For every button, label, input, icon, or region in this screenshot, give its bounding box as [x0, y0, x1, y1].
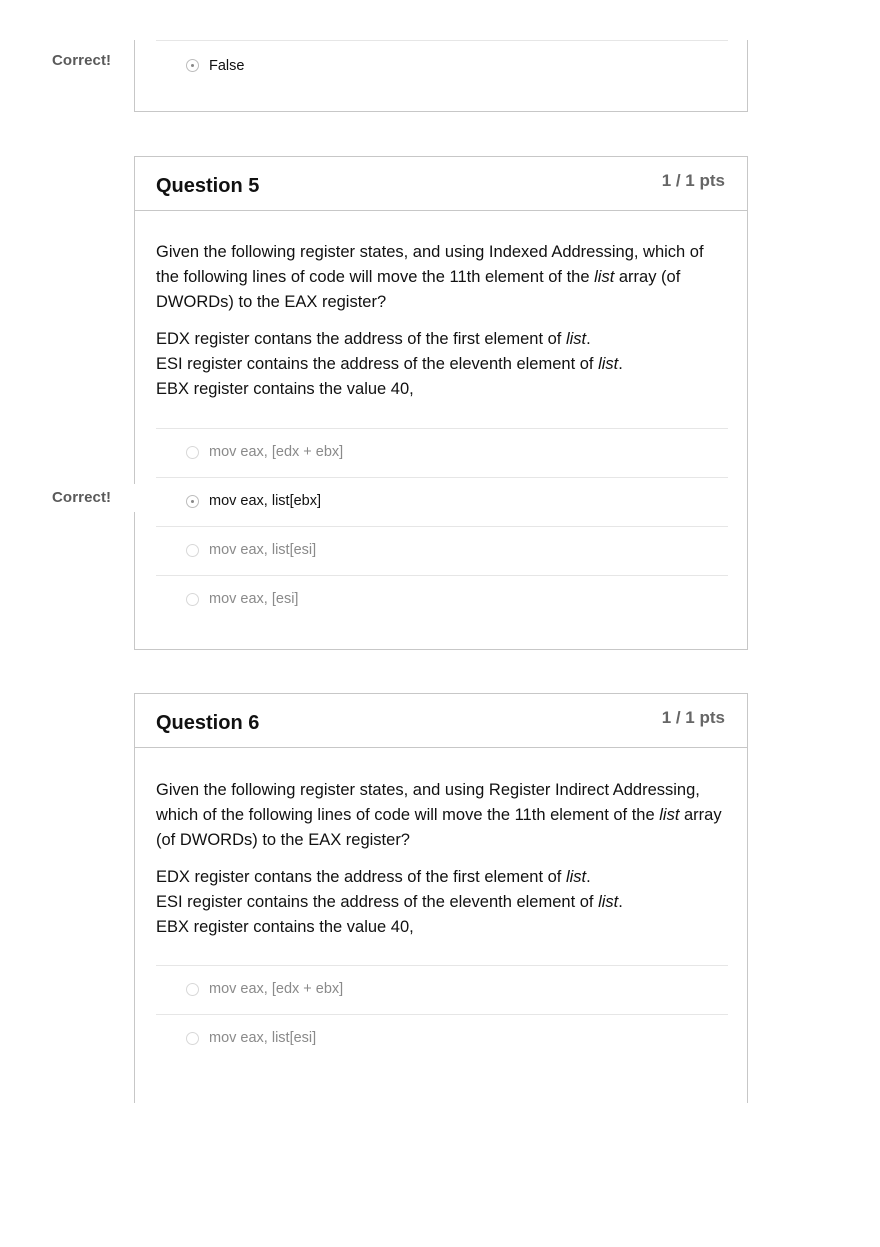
answer-row[interactable] — [156, 575, 728, 624]
answer-list — [156, 428, 728, 624]
answer-row[interactable] — [156, 428, 728, 477]
radio-selected-icon[interactable] — [186, 59, 199, 72]
radio-icon[interactable] — [186, 983, 199, 996]
answer-row[interactable] — [156, 477, 728, 526]
answer-row[interactable] — [156, 40, 728, 89]
radio-icon[interactable] — [186, 544, 199, 557]
radio-selected-icon[interactable] — [186, 495, 199, 508]
question-prompt: Given the following register states, and using Register Indirect Addressing, which of the following lines of code will move the 11th element of the list array (of DWORDs) to the EAX register? — [156, 781, 722, 849]
answer-label: mov eax, [edx + ebx] — [209, 981, 344, 997]
radio-icon[interactable] — [186, 1032, 199, 1045]
radio-icon[interactable] — [186, 593, 199, 606]
radio-icon[interactable] — [186, 446, 199, 459]
answer-row[interactable] — [156, 965, 728, 1014]
question-body — [156, 778, 726, 940]
answer-list — [156, 965, 728, 1063]
question-prompt: Given the following register states, and using Indexed Addressing, which of the following lines of code will move the 11th element of the list array (of DWORDs) to the EAX register? — [156, 243, 704, 311]
register-states: EDX register contans the address of the first element of list. ESI register contains the address of the eleventh element of list. EBX register contains the value 40, — [156, 868, 623, 936]
question-6-card — [134, 693, 748, 1103]
answer-label: mov eax, [esi] — [209, 591, 299, 607]
answer-row[interactable] — [156, 1014, 728, 1063]
answer-row[interactable] — [156, 526, 728, 575]
question-points: 1 / 1 pts — [661, 171, 725, 190]
register-states: EDX register contans the address of the first element of list. ESI register contains the address of the eleventh element of list. EBX register contains the value 40, — [156, 330, 623, 398]
question-points: 1 / 1 pts — [661, 708, 725, 727]
answer-label: mov eax, [edx + ebx] — [209, 444, 344, 460]
answer-label: mov eax, list[esi] — [209, 1030, 317, 1046]
question-title: Question 6 — [156, 712, 260, 734]
question-header — [135, 157, 747, 211]
border-gap-mask — [133, 484, 136, 512]
answer-label: mov eax, list[esi] — [209, 542, 317, 558]
question-5-card — [134, 156, 748, 650]
answer-label: mov eax, list[ebx] — [209, 493, 322, 509]
question-4-card-fragment — [134, 40, 748, 112]
question-header — [135, 694, 747, 748]
question-title: Question 5 — [156, 175, 260, 197]
correct-flag: Correct! — [52, 52, 112, 69]
correct-flag: Correct! — [52, 489, 112, 506]
question-body — [156, 240, 726, 402]
answer-label: False — [209, 58, 245, 74]
